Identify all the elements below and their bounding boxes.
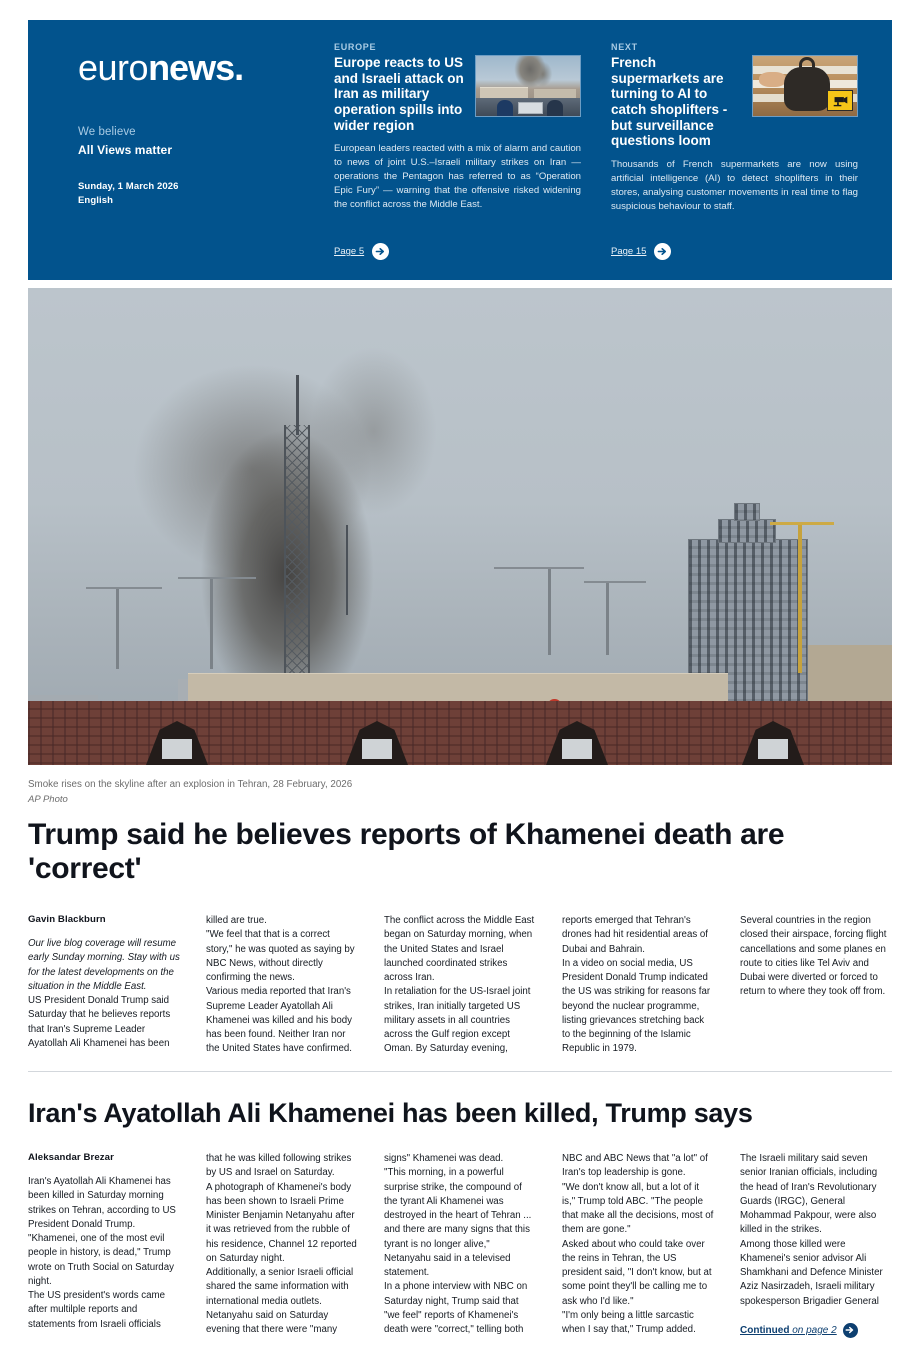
arrow-right-icon[interactable] — [654, 243, 671, 260]
paragraph: Our live blog coverage will resume early Sunday morning. Stay with us for the latest developments on the situation in the Middle East. — [28, 938, 180, 992]
teaser-kicker: EUROPE — [334, 42, 377, 52]
article-2-column-2 — [206, 1152, 358, 1338]
paragraph: The conflict across the Middle East began on Saturday morning, when the United States and Israel launched coordinated strikes across Iran. — [384, 915, 535, 983]
paragraph: "Khamenei, one of the most evil people in history, is dead," Trump wrote on Truth Social on Saturday night. — [28, 1233, 174, 1287]
paragraph: Additionally, a senior Israeli official shared the same information with international media outlets. — [206, 1267, 354, 1307]
hero-photo — [28, 288, 892, 765]
paragraph: In a video on social media, US President Donald Trump indicated the US was striking for reasons far beyond the nuclear programme, listing grievances stretching back to the beginning of the Islamic Republic in 1979. — [562, 957, 711, 1055]
article-1-byline: Gavin Blackburn — [28, 914, 106, 925]
teaser-deck: Thousands of French supermarkets are now using artificial intelligence (AI) to detect shoplifters in their stores, analysing customer movements in real time to flag suspicious behaviour to staff. — [611, 158, 858, 212]
teaser-headline[interactable]: Europe reacts to US and Israeli attack on Iran as military operation spills into wider region — [334, 55, 464, 133]
tagline-line-1: We believe — [78, 126, 136, 138]
teaser-thumbnail-image — [752, 55, 858, 117]
continued-label[interactable] — [740, 1325, 837, 1336]
issue-date: Sunday, 1 March 2026 — [78, 181, 179, 192]
section-divider — [28, 1071, 892, 1072]
tagline-line-2: All Views matter — [78, 143, 173, 157]
hero-caption-text: Smoke rises on the skyline after an explosion in Tehran, 28 February, 2026 — [28, 779, 353, 790]
edition-language: English — [78, 195, 114, 206]
euronews-logo — [78, 47, 322, 88]
paragraph: Various media reported that Iran's Supreme Leader Ayatollah Ali Khamenei was killed and his body has been found. Neither Iran nor the United States have confirmed. — [206, 986, 352, 1055]
teaser-europe[interactable] — [322, 42, 593, 280]
teaser-deck: European leaders reacted with a mix of alarm and caution to news of joint U.S.–Israeli military strikes on Iran — operations the Pentagon has referred to as “Operation Epic Fury” — warning that the offensive risked widening the conflict across the Middle East. — [334, 143, 581, 210]
paragraph: "I'm only being a little sarcastic when I say that," Trump added. — [562, 1309, 696, 1335]
paragraph: Netanyahu said on Saturday evening that there were "many — [206, 1309, 338, 1335]
article-1-headline: Trump said he believes reports of Khamenei death are 'correct' — [28, 818, 785, 886]
paragraph: In a phone interview with NBC on Saturday night, Trump said that "we feel" reports of Khamenei's death were "correct," telling both — [384, 1281, 528, 1335]
paragraph: Iran's Ayatollah Ali Khamenei has been killed in Saturday morning strikes on Tehran, according to US President Donald Trump. — [28, 1176, 176, 1230]
article-2-column-4 — [562, 1152, 714, 1338]
hero-caption-block — [28, 778, 728, 805]
teaser-headline[interactable]: French supermarkets are turning to AI to catch shoplifters - but surveillance questions loom — [611, 55, 728, 149]
teaser-page-link[interactable] — [334, 243, 389, 260]
paragraph: NBC and ABC News that "a lot" of Iran's top leadership is gone. — [562, 1153, 708, 1179]
masthead-brand-block — [50, 42, 322, 280]
article-2-column-3 — [384, 1152, 536, 1338]
paragraph: "This morning, in a powerful surprise strike, the compound of the tyrant Ali Khamenei was destroyed in the heart of Tehran ... and there are many signs that this tyrant is no longer alive," Netanyahu said in a televised statement. — [384, 1167, 532, 1278]
paragraph: Asked about who could take over the reins in Tehran, the US president said, "I don't know, but at some point they'll be calling me to ask who I'd like." — [562, 1238, 712, 1307]
paragraph: reports emerged that Tehran's drones had hit residential areas of Dubai and Bahrain. — [562, 915, 708, 955]
continued-word: Continued — [740, 1324, 790, 1336]
continued-link[interactable] — [740, 1323, 892, 1338]
article-1-column-5 — [740, 914, 892, 1057]
article-2-headline: Iran's Ayatollah Ali Khamenei has been killed, Trump says — [28, 1098, 753, 1128]
teaser-next[interactable] — [593, 42, 870, 280]
arrow-right-icon[interactable] — [843, 1323, 858, 1338]
paragraph: In retaliation for the US-Israel joint strikes, Iran initially targeted US military assets in all countries across the Gulf region except Oman. By Saturday evening, — [384, 986, 531, 1055]
paragraph: that he was killed following strikes by US and Israel on Saturday. — [206, 1153, 352, 1179]
hero-photo-credit: AP Photo — [28, 793, 68, 805]
teaser-kicker: NEXT — [611, 42, 638, 52]
arrow-right-icon[interactable] — [372, 243, 389, 260]
logo-dot: . — [234, 47, 244, 88]
article-1-columns — [28, 914, 892, 1057]
paragraph: The Israeli military said seven senior Iranian officials, including the head of Iran's Revolutionary Guards (IRGC), General Mohammad Pakpour, were also killed in the strikes. — [740, 1153, 878, 1236]
continued-page-ref: on page 2 — [792, 1324, 837, 1336]
article-1-column-3 — [384, 914, 536, 1057]
article-2-column-1 — [28, 1152, 180, 1338]
cctv-camera-icon — [827, 90, 853, 111]
article-2-columns — [28, 1152, 892, 1338]
paragraph: "We feel that that is a correct story," he was quoted as saying by NBC News, without directly confirming the news. — [206, 929, 355, 983]
article-1-column-2 — [206, 914, 358, 1057]
article-1-column-1 — [28, 914, 180, 1057]
teaser-page-label[interactable]: Page 5 — [334, 246, 365, 257]
paragraph: killed are true. — [206, 915, 267, 926]
masthead — [28, 20, 892, 280]
teaser-page-link[interactable] — [611, 243, 671, 260]
paragraph: "We don't know all, but a lot of it is," Trump told ABC. "The people that make all the decisions, most of them are gone." — [562, 1181, 714, 1236]
logo-text-bold: news — [148, 47, 235, 88]
paragraph: The US president's words came after multilple reports and statements from Israeli officials — [28, 1290, 165, 1330]
article-2-byline: Aleksandar Brezar — [28, 1152, 114, 1163]
paragraph: Several countries in the region closed their airspace, forcing flight cancellations and some planes en route to cities like Tel Aviv and Dubai were diverted or forced to return to where they took off from. — [740, 915, 887, 998]
teaser-page-label[interactable]: Page 15 — [611, 246, 647, 257]
teaser-thumbnail-image — [475, 55, 581, 117]
article-2-column-5 — [740, 1152, 892, 1338]
article-1-column-4 — [562, 914, 714, 1057]
paragraph: signs" Khamenei was dead. — [384, 1153, 504, 1164]
paragraph: Among those killed were Khamenei's senior advisor Ali Shamkhani and Defence Minister Aziz Nasirzadeh, Israeli military spokesperson Brigadier General — [740, 1238, 883, 1307]
logo-text-light: euro — [78, 47, 149, 88]
paragraph: US President Donald Trump said Saturday that he believes reports that Iran's Supreme Leader Ayatollah Ali Khamenei has been — [28, 995, 171, 1049]
paragraph: A photograph of Khamenei's body has been shown to Israeli Prime Minister Benjamin Netanyahu after it was retrieved from the rubble of his residence, Channel 12 reported on Saturday night. — [206, 1181, 357, 1264]
